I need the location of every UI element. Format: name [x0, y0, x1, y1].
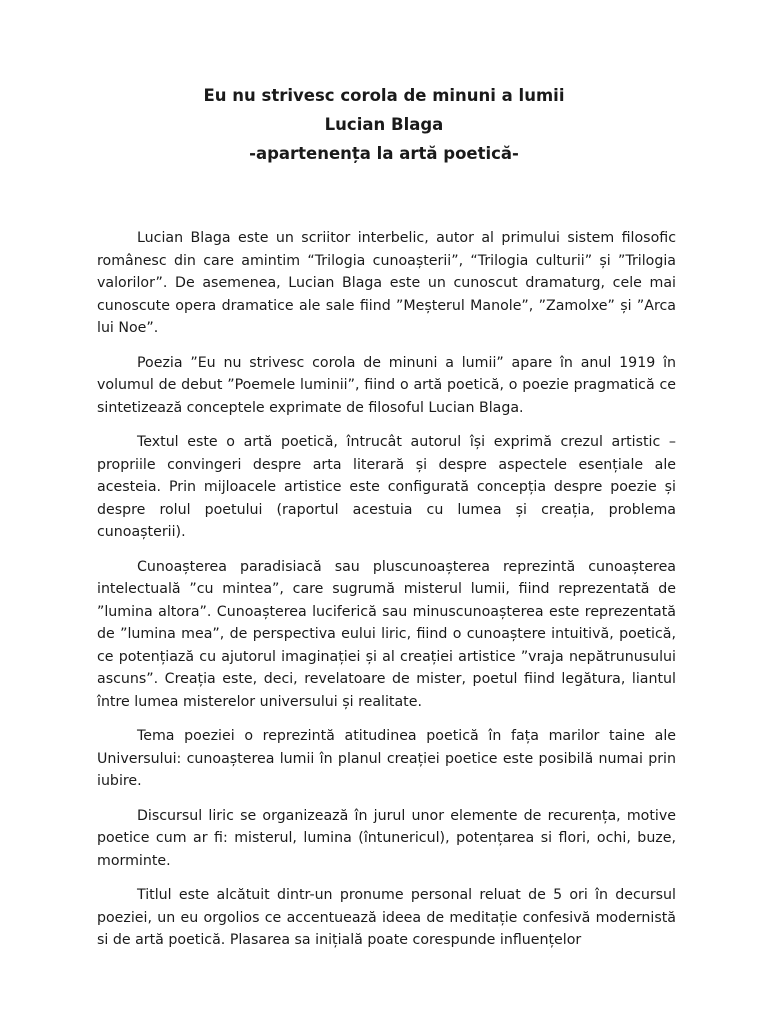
- paragraph: Tema poeziei o reprezintă atitudinea poetică în fața marilor taine ale Universului: cunoașterea lumii în planul creației poetice este posibilă numai prin iubire.: [97, 728, 676, 789]
- paragraph: Lucian Blaga este un scriitor interbelic, autor al primului sistem filosofic românesc din care amintim “Trilogia cunoașterii”, “Trilogia culturii” și ”Trilogia valorilor”. De asemenea, Lucian Blaga este un cunoscut dramaturg, cele mai cunoscute opera dramatice ale sale fiind ”Meșterul Manole”, ”Zamolxe” și ”Arca lui Noe”.: [97, 230, 676, 336]
- body-text: [97, 227, 676, 964]
- paragraph: Discursul liric se organizează în jurul unor elemente de recurența, motive poetice cum ar fi: misterul, lumina (întunericul), potențarea si flori, ochi, buze, morminte.: [97, 807, 676, 869]
- subtitle: -apartenența la artă poetică-: [249, 144, 519, 163]
- poem-title: Eu nu strivesc corola de minuni a lumii: [203, 86, 565, 105]
- author-name: Lucian Blaga: [324, 115, 444, 134]
- paragraph: Titlul este alcătuit dintr-un pronume personal reluat de 5 ori în decursul poeziei, un eu orgolios ce accentuează ideea de meditație confesivă modernistă si de artă poetică. Plasarea sa inițială poate corespunde influențelor: [97, 887, 676, 948]
- paragraph: Poezia ”Eu nu strivesc corola de minuni a lumii” apare în anul 1919 în volumul de debut ”Poemele luminii”, fiind o artă poetică, o poezie pragmatică ce sintetizează conceptele exprimate de filosoful Lucian Blaga.: [97, 354, 676, 416]
- paragraph: Textul este o artă poetică, întrucât autorul își exprimă crezul artistic – propriile convingeri despre arta literară și despre aspectele esențiale ale acesteia. Prin mijloacele artistice este configurată concepția despre poezie și despre rolul poetului (raportul acestuia cu lumea și creația, problema cunoașterii).: [97, 434, 676, 540]
- title-block: [0, 84, 768, 171]
- paragraph: Cunoașterea paradisiacă sau pluscunoașterea reprezintă cunoașterea intelectuală ”cu mintea”, care sugrumă misterul lumii, fiind reprezentată de ”lumina altora”. Cunoașterea luciferică sau minuscunoașterea este reprezentată de ”lumina mea”, de perspectiva eului liric, fiind o cunoaștere intuitivă, poetică, ce potențiază cu ajutorul imaginației și al creației artistice ”vraja nepătrunusului ascuns”. Creația este, deci, revelatoare de mister, poetul fiind legătura, liantul între lumea misterelor universului și realitate.: [97, 558, 676, 710]
